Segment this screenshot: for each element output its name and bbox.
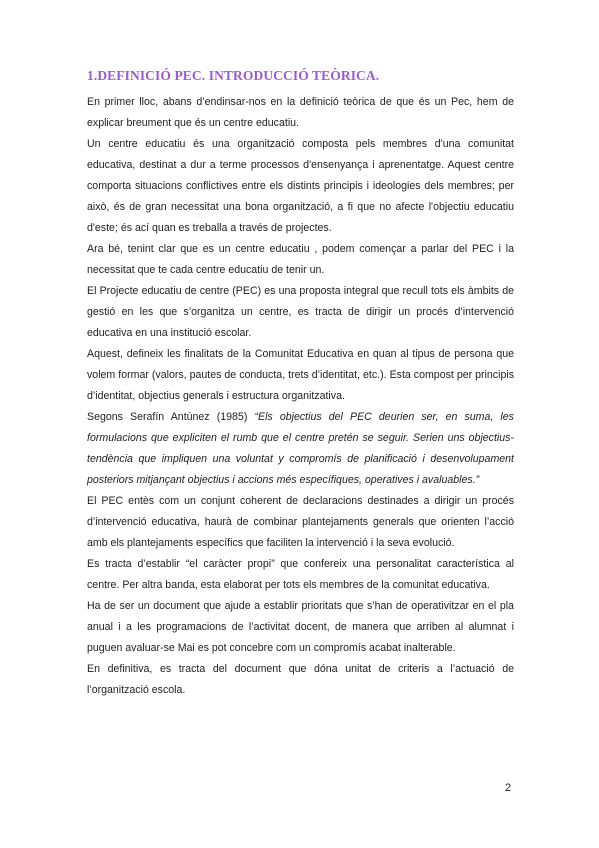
paragraph-conjunt-coherent: El PEC entès com un conjunt coherent de declaracions destinades a dirigir un procés d’intervenció educativa, haurà de combinar plantejaments generals que orienten l’acció amb els plantejaments específics que faciliten la intervenció i la seva evolució. (87, 495, 514, 549)
paragraph-conclusio: En definitiva, es tracta del document que dóna unitat de criteris a l’actuació de l’organització escola. (87, 663, 514, 696)
paragraph-finalitats: Aquest, defineix les finalitats de la Comunitat Educativa en quan al tipus de persona que volem formar (valors, pautes de conducta, trets d’identitat, etc.). Esta compost per principis d’identitat, objectius generals i estructura organitzativa. (87, 348, 514, 402)
paragraph-ara-be: Ara bé, tenint clar que es un centre educatiu , podem començar a parlar del PEC i la necessitat que te cada centre educatiu de tenir un. (87, 243, 514, 276)
paragraph-quote (87, 407, 514, 491)
paragraph-intro: En primer lloc, abans d’endinsar-nos en la definició teòrica de que és un Pec, hem de explicar breument que és un centre educatiu. (87, 96, 514, 129)
paragraph-projecte-educatiu: El Projecte educatiu de centre (PEC) es una proposta integral que recull tots els àmbits de gestió en les que s’organitza un centre, es tracta de dirigir un procés d’intervenció educativa en una institució escolar. (87, 285, 514, 339)
paragraph-centre-educatiu: Un centre educatiu és una organització composta pels membres d'una comunitat educativa, destinat a dur a terme processos d'ensenyança i aprenentatge. Aquest centre comporta situacions conflictives entre els distints principis i ideologies dels membres; per això, és de gran necessitat una bona organització, a fi que no afecte l'objectiu educatiu d'este; és ací quan es treballa a través de projectes. (87, 138, 514, 234)
paragraph-caracter-propi: Es tracta d’establir “el caràcter propi” que confereix una personalitat característica al centre. Per altra banda, esta elaborat per tots els membres de la comunitat educativa. (87, 558, 514, 591)
page-content (87, 68, 514, 701)
quote-author: Segons Serafín Antúnez (1985) (87, 411, 255, 423)
paragraph-prioritats: Ha de ser un document que ajude a establir prioritats que s’han de operativitzar en el pla anual i a les programacions de l’activitat docent, de manera que arriben al alumnat i puguen avaluar-se Mai es pot concebre com un compromís acabat inalterable. (87, 600, 514, 654)
quote-text: “Els objectius del PEC deurien ser, en suma, les formulacions que expliciten el rumb que el centre pretén se seguir. Serien uns objectius-tendència que impliquen una voluntat y compromís de planificació i desenvolupament posteriors mitjançant objectius i accions més específiques, operatives i avaluables.” (87, 411, 514, 486)
page-number: 2 (505, 782, 512, 794)
section-heading: 1.DEFINICIÓ PEC. INTRODUCCIÓ TEÒRICA. (87, 68, 380, 83)
